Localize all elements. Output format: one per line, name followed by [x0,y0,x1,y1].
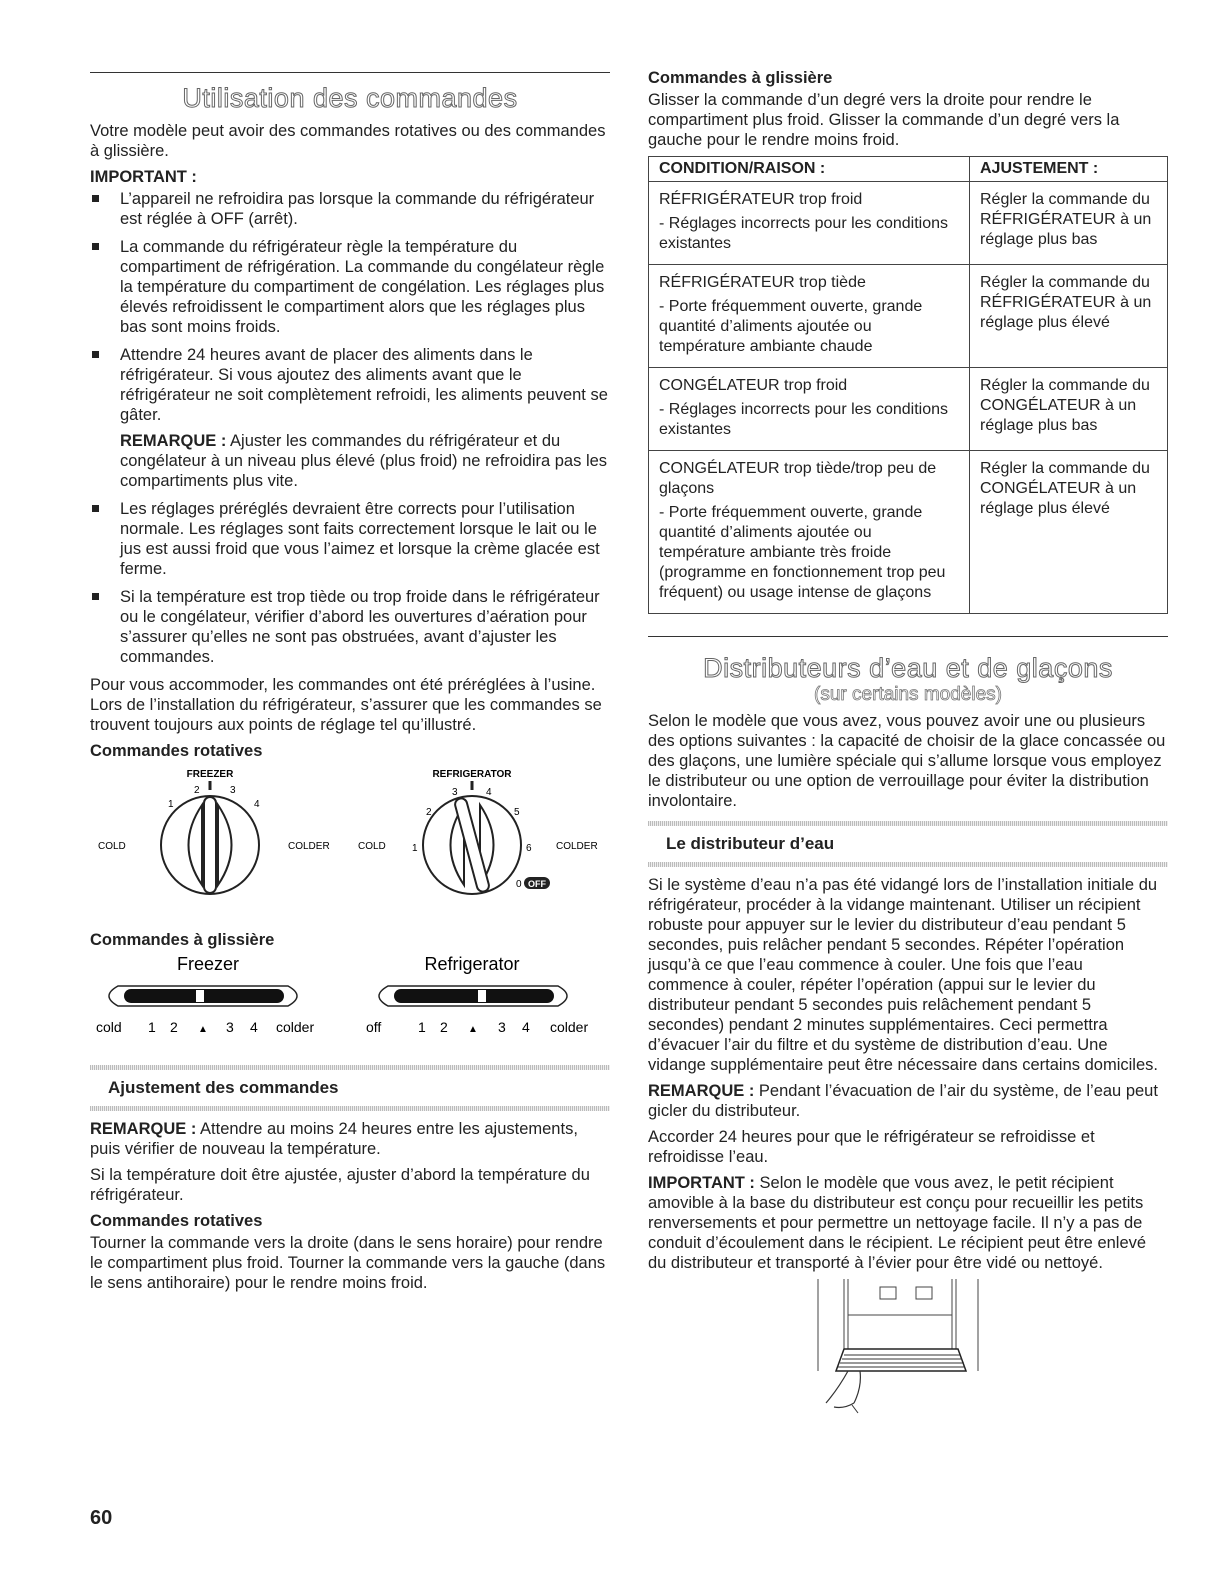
svg-text:1: 1 [168,799,174,810]
table-row [649,368,1168,451]
dispenser-intro: Selon le modèle que vous avez, vous pouvez avoir une ou plusieurs des options suivantes : la capacité de choisir de la glace concassée ou des glaçons, une lumière spéciale qui s’allume lorsque vous employez le distributeur ou une option de verrouillage pour éviter la distribution involontaire. [648,712,1166,810]
condition: RÉFRIGÉRATEUR trop froid [659,191,863,208]
note-label: REMARQUE : [120,432,227,450]
divider-band [648,862,1168,867]
svg-text:Refrigerator: Refrigerator [424,954,520,974]
adjustment: Régler la commande du RÉFRIGÉRATEUR à un réglage plus bas [970,182,1168,265]
note-label: REMARQUE : [648,1082,755,1100]
divider-band [648,821,1168,826]
important-list [90,189,610,667]
refrigerator-dial [358,769,598,894]
svg-text:4: 4 [254,799,260,810]
svg-text:Freezer: Freezer [176,954,240,974]
divider-band [90,1106,610,1111]
svg-text:3: 3 [498,1019,506,1035]
svg-text:COLD: COLD [98,841,126,852]
cool-text: Accorder 24 heures pour que le réfrigérateur se refroidisse et refroidisse l’eau. [648,1128,1095,1166]
svg-text:3: 3 [230,785,236,796]
note-text: Ajuster les commandes du réfrigérateur et du congélateur à un niveau plus élevé (plus froid) ne refroidira pas les compartiments plus vite. [120,432,608,490]
svg-text:3: 3 [226,1019,234,1035]
svg-text:2: 2 [170,1019,178,1035]
adjustment: Régler la commande du CONGÉLATEUR à un réglage plus bas [970,368,1168,451]
freezer-dial [98,769,330,894]
list-item: Attendre 24 heures avant de placer des aliments dans le réfrigérateur. Si vous ajoutez des aliments avant que le réfrigérateur ne soit complètement refroidi, les aliments peuvent se gâter. [90,345,610,425]
svg-text:cold: cold [96,1019,122,1035]
water-note [648,1081,1168,1121]
svg-text:▲: ▲ [198,1024,208,1035]
section-subtitle: (sur certains modèles) [814,684,1002,705]
list-item: L’appareil ne refroidira pas lorsque la commande du réfrigérateur est réglée à OFF (arrêt). [90,189,610,229]
svg-text:6: 6 [526,843,532,854]
note-text: Attendre au moins 24 heures entre les ajustements, puis vérifier de nouveau la température. [90,1120,578,1158]
adjust-heading: Ajustement des commandes [108,1078,339,1097]
important-paragraph [648,1173,1168,1273]
svg-text:4: 4 [250,1019,258,1035]
svg-text:3: 3 [452,787,458,798]
left-column [90,60,610,1299]
table-header: AJUSTEMENT : [970,157,1168,182]
important-text: Selon le modèle que vous avez, le petit récipient amovible à la base du distributeur est conçu pour recueillir les petits renversements et pour permettre un nettoyage facile. Il n’y a pas de conduit d’écoulement dans le récipient. Le récipient peut être enlevé du distributeur et transporté à l’évier pour être vidé ou nettoyé. [648,1174,1147,1272]
svg-text:1: 1 [412,843,418,854]
reason: - Réglages incorrects pour les conditions existantes [659,401,949,438]
condition: CONGÉLATEUR trop tiède/trop peu de glaçons [659,460,937,497]
table-row [649,265,1168,368]
svg-text:COLD: COLD [358,841,386,852]
svg-text:1: 1 [148,1019,156,1035]
condition: RÉFRIGÉRATEUR trop tiède [659,274,866,291]
water-heading: Le distributeur d’eau [666,834,835,853]
svg-text:COLDER: COLDER [556,841,598,852]
list-item: Les réglages préréglés devraient être corrects pour l’utilisation normale. Les réglages sont faits correctement lorsque le lait ou le jus est aussi froid que vous l’aimez et lorsque la crème glacée est ferme. [90,499,610,579]
svg-text:0: 0 [516,879,522,890]
svg-text:2: 2 [194,785,200,796]
adjustment: Régler la commande du RÉFRIGÉRATEUR à un réglage plus élevé [970,265,1168,368]
table-row [649,182,1168,265]
adjustment: Régler la commande du CONGÉLATEUR à un réglage plus élevé [970,451,1168,614]
off-badge: OFF [528,879,546,889]
svg-text:2: 2 [426,807,432,818]
adjust-text: Si la température doit être ajustée, ajuster d’abord la température du réfrigérateur. [90,1166,590,1204]
note-paragraph [90,431,610,491]
reason: - Porte fréquemment ouverte, grande quantité d’aliments ajoutée ou température ambiante très froide (programme en fonctionnement trop peu fréquent) ou usage intense de glaçons [659,504,946,601]
adjustment-table [648,156,1168,614]
important-label: IMPORTANT : [90,168,197,186]
section-rule [648,636,1168,637]
slide-heading-right: Commandes à glissière [648,69,833,87]
right-column [648,66,1168,1424]
svg-text:4: 4 [486,787,492,798]
note-text: Pendant l’évacuation de l’air du système, de l’eau peut gicler du distributeur. [648,1082,1158,1120]
note-label: REMARQUE : [90,1120,197,1138]
water-text: Si le système d’eau n’a pas été vidangé lors de l’installation initiale du réfrigérateur, procéder à la vidange maintenant. Utiliser un récipient robuste pour appuyer sur le levier du distributeur d’eau pendant 5 secondes, puis relâcher pendant 5 secondes. Répéter l’opération jusqu’à ce que l’eau commence à couler. Une fois que l’eau commence à couler, répéter l’opération (appui sur le levier du distributeur pendant 5 secondes puis relâchement pendant 5 secondes) pendant 2 minutes supplémentaires. Ceci permettra d’évacuer l’air du filtre et du système de distribution d’eau. Une vidange supplémentaire peut être nécessaire dans certains domiciles. [648,876,1158,1074]
slide-controls-illustration [90,952,610,1046]
divider-band [90,1065,610,1070]
svg-text:▲: ▲ [468,1024,478,1035]
table-header: CONDITION/RAISON : [649,157,970,182]
freezer-slider [96,954,314,1035]
svg-text:COLDER: COLDER [288,841,330,852]
rotary2-heading: Commandes rotatives [90,1212,263,1230]
svg-text:4: 4 [522,1019,530,1035]
section-title-dispensers: Distributeurs d’eau et de glaçons [703,653,1113,683]
section-rule [90,72,610,73]
rotary-heading: Commandes rotatives [90,742,263,760]
svg-text:1: 1 [418,1019,426,1035]
rotary2-text: Tourner la commande vers la droite (dans le sens horaire) pour rendre le compartiment plus froid. Tourner la commande vers la gauche (dans le sens antihoraire) pour le rendre moins froid. [90,1234,606,1292]
dial-label: REFRIGERATOR [432,769,512,780]
slide-text: Glisser la commande d’un degré vers la droite pour rendre le compartiment plus froid. Glisser la commande d’un degré vers la gauche pour le rendre moins froid. [648,91,1120,149]
page-number: 60 [90,1507,113,1529]
important-label-right: IMPORTANT : [648,1174,755,1192]
dial-label: FREEZER [186,769,234,780]
rotary-dials-illustration [90,763,610,923]
svg-text:off: off [366,1019,382,1035]
list-item: La commande du réfrigérateur règle la température du compartiment de réfrigération. La commande du congélateur règle la température du compartiment de congélation. Les réglages plus élevés refroidissent le compartiment alors que les réglages plus bas sont moins froids. [90,237,610,337]
svg-text:5: 5 [514,807,520,818]
reason: - Réglages incorrects pour les conditions existantes [659,215,949,252]
list-item: Si la température est trop tiède ou trop froide dans le réfrigérateur ou le congélateur, vérifier d’abord les ouvertures d’aération pour s’assurer qu’elles ne sont pas obstruées, avant d’ajuster les commandes. [90,587,610,667]
reason: - Porte fréquemment ouverte, grande quantité d’aliments ajoutée ou température ambiante chaude [659,298,923,355]
table-row [649,451,1168,614]
condition: CONGÉLATEUR trop froid [659,377,848,394]
preset-text: Pour vous accommoder, les commandes ont été préréglées à l’usine. Lors de l’installation du réfrigérateur, s’assurer que les commandes se trouvent toujours aux points de réglage tel qu’illustré. [90,676,602,734]
refrigerator-slider [366,954,588,1035]
svg-text:colder: colder [276,1019,315,1035]
svg-text:2: 2 [440,1019,448,1035]
slide-heading: Commandes à glissière [90,931,275,949]
svg-text:colder: colder [550,1019,589,1035]
dispenser-illustration [648,1279,1168,1419]
section-title-controls: Utilisation des commandes [182,83,518,113]
intro-text: Votre modèle peut avoir des commandes rotatives ou des commandes à glissière. [90,122,606,160]
adjust-note [90,1119,610,1159]
